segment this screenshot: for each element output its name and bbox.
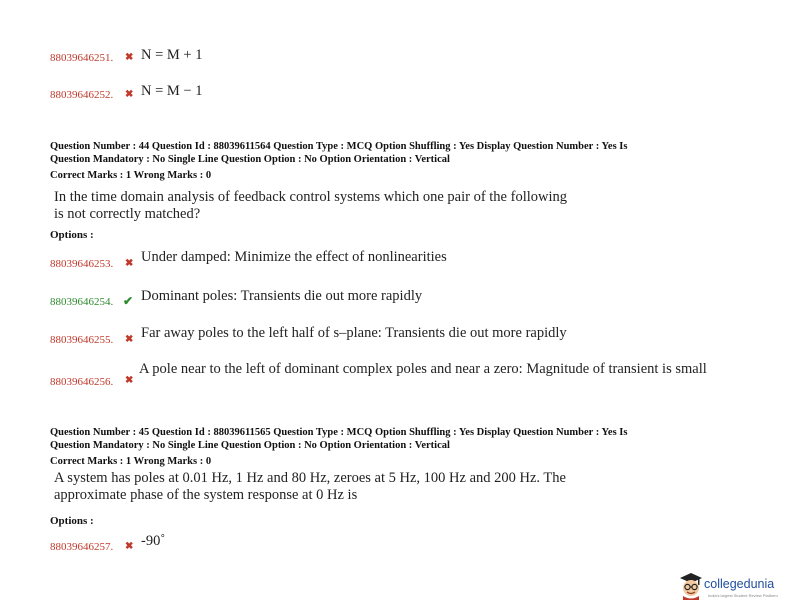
question-meta-line: Question Mandatory : No Single Line Question Option : No Option Orientation : Vertical [50, 440, 450, 451]
wrong-mark-icon: ✖ [125, 541, 134, 552]
option-text: Dominant poles: Transients die out more rapidly [141, 288, 423, 304]
question-marks: Correct Marks : 1 Wrong Marks : 0 [50, 170, 212, 181]
wrong-mark-icon: ✖ [125, 375, 134, 386]
question-marks: Correct Marks : 1 Wrong Marks : 0 [50, 456, 212, 467]
question-text-line: is not correctly matched? [54, 206, 201, 222]
option-id: 88039646252. [50, 89, 114, 101]
graduate-mascot-icon [678, 570, 704, 600]
option-id: 88039646257. [50, 541, 114, 553]
option-text: N = M − 1 [141, 83, 203, 99]
question-meta-line: Question Number : 45 Question Id : 88039611565 Question Type : MCQ Option Shuffling : Yes Display Question Number : Yes Is [50, 427, 628, 438]
option-text: A pole near to the left of dominant complex poles and near a zero: Magnitude of transient is small [139, 361, 707, 377]
wrong-mark-icon: ✖ [125, 334, 134, 345]
question-text-line: approximate phase of the system response at 0 Hz is [54, 487, 358, 503]
question-meta [50, 426, 627, 468]
question-text-line: In the time domain analysis of feedback control systems which one pair of the following [54, 189, 568, 205]
option-id-correct: 88039646254. [50, 296, 114, 308]
option-id: 88039646256. [50, 376, 114, 388]
options-label: Options : [50, 515, 94, 527]
question-text [54, 189, 567, 223]
wrong-mark-icon: ✖ [125, 52, 134, 63]
correct-check-icon: ✔ [123, 294, 134, 308]
question-text [54, 470, 566, 504]
question-text-line: A system has poles at 0.01 Hz, 1 Hz and 80 Hz, zeroes at 5 Hz, 100 Hz and 200 Hz. The [54, 470, 566, 486]
option-id: 88039646253. [50, 258, 114, 270]
wrong-mark-icon: ✖ [125, 89, 134, 100]
options-label: Options : [50, 229, 94, 241]
question-meta-line: Question Number : 44 Question Id : 88039611564 Question Type : MCQ Option Shuffling : Yes Display Question Number : Yes Is [50, 141, 628, 152]
logo-tagline: India's largest Student Review Platform [708, 593, 778, 598]
wrong-mark-icon: ✖ [125, 258, 134, 269]
option-text: Under damped: Minimize the effect of nonlinearities [141, 249, 447, 265]
option-text: N = M + 1 [141, 47, 203, 63]
question-meta [50, 140, 627, 182]
option-id: 88039646255. [50, 334, 114, 346]
option-id: 88039646251. [50, 52, 114, 64]
logo-wordmark: collegedunia [704, 577, 775, 591]
collegedunia-logo [678, 568, 786, 602]
question-meta-line: Question Mandatory : No Single Line Question Option : No Option Orientation : Vertical [50, 154, 450, 165]
option-text: Far away poles to the left half of s–plane: Transients die out more rapidly [141, 325, 567, 341]
option-text: -90˚ [141, 533, 166, 549]
